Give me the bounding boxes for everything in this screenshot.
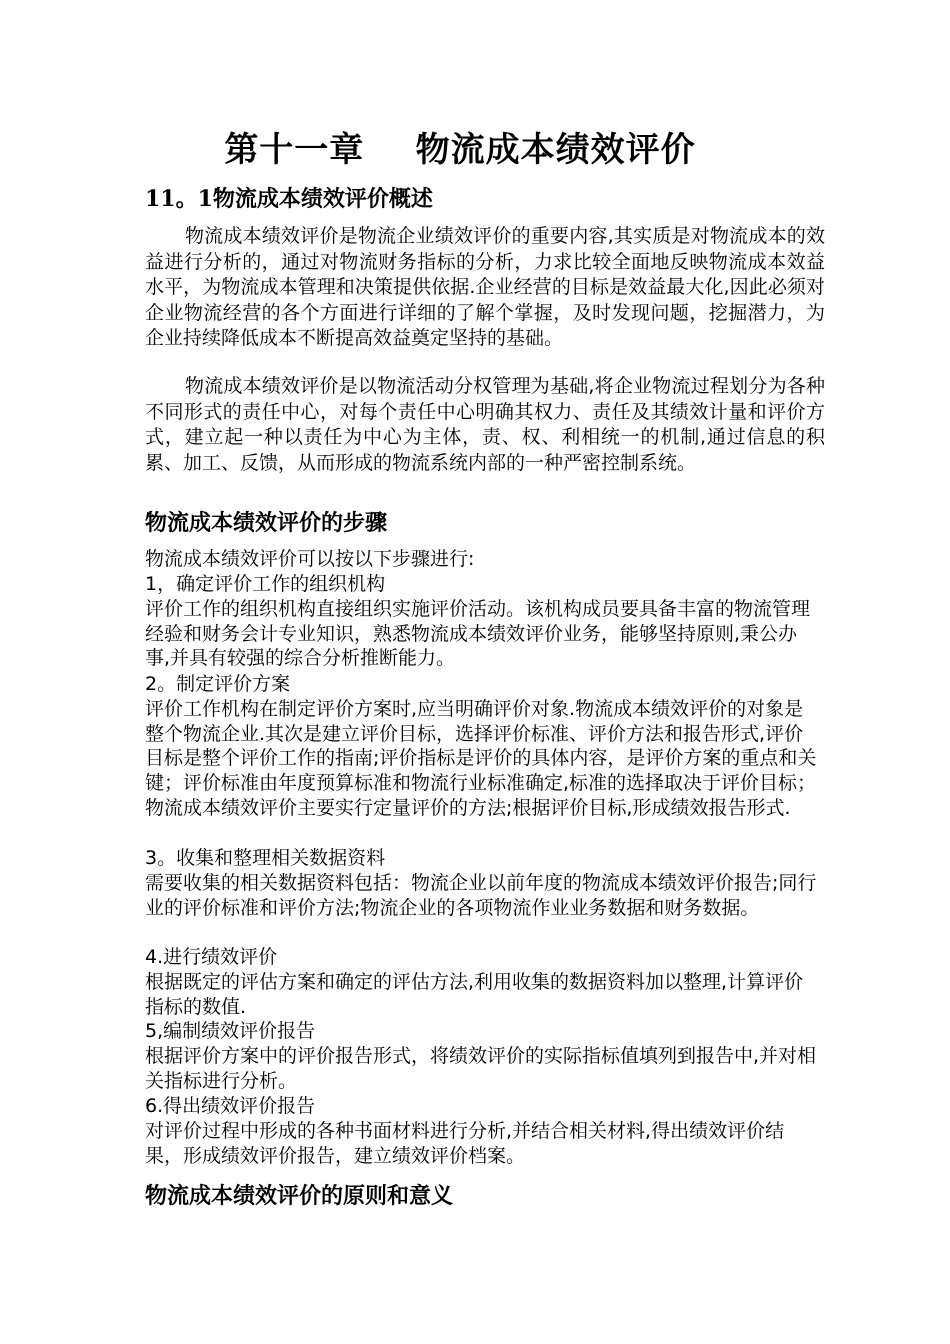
step-2-title: 2。制定评价方案 <box>145 673 291 695</box>
step-4-body: 根据既定的评估方案和确定的评估方法,利用收集的数据资料加以整理,计算评价指标的数值. <box>145 971 804 1018</box>
section-3-heading: 物流成本绩效评价的原则和意义 <box>145 1183 454 1209</box>
step-2-body: 评价工作机构在制定评价方案时,应当明确评价对象.物流成本绩效评价的对象是整个物流企业.其次是建立评价目标，选择评价标准、评价方法和报告形式,评价目标是整个评价工作的指南;评价指标是评价的具体内容，是评价方案的重点和关键；评价标准由年度预算标准和物流行业标准确定,标准的选择取决于评价目标；物流成本绩效评价主要实行定量评价的方法;根据评价目标,形成绩效报告形式. <box>145 698 817 819</box>
section-2-intro: 物流成本绩效评价可以按以下步骤进行: <box>145 548 475 570</box>
step-6-title: 6.得出绩效评价报告 <box>145 1095 316 1117</box>
step-4-title: 4.进行绩效评价 <box>145 946 278 968</box>
section-2-heading: 物流成本绩效评价的步骤 <box>145 510 388 536</box>
section-1-heading: 11。1物流成本绩效评价概述 <box>145 186 433 212</box>
step-5-body: 根据评价方案中的评价报告形式，将绩效评价的实际指标值填列到报告中,并对相关指标进行分析。 <box>145 1045 817 1092</box>
chapter-title: 第十一章 物流成本绩效评价 <box>224 130 696 170</box>
section-1-paragraph-2: 物流成本绩效评价是以物流活动分权管理为基础,将企业物流过程划分为各种不同形式的责任中心，对每个责任中心明确其权力、责任及其绩效计量和评价方式，建立起一种以责任为中心为主体，责、权、利相统一的机制,通过信息的积累、加工、反馈，从而形成的物流系统内部的一种严密控制系统。 <box>145 375 825 474</box>
step-3-body: 需要收集的相关数据资料包括：物流企业以前年度的物流成本绩效评价报告;同行业的评价标准和评价方法;物流企业的各项物流作业业务数据和财务数据。 <box>145 872 817 919</box>
step-1-title: 1，确定评价工作的组织机构 <box>145 573 386 595</box>
section-1-paragraph-1: 物流成本绩效评价是物流企业绩效评价的重要内容,其实质是对物流成本的效益进行分析的，通过对物流财务指标的分析，力求比较全面地反映物流成本效益水平，为物流成本管理和决策提供依据.企业经营的目标是效益最大化,因此必须对企业物流经营的各个方面进行详细的了解个掌握，及时发现问题，挖掘潜力，为企业持续降低成本不断提高效益奠定坚持的基础。 <box>145 225 825 349</box>
step-5-title: 5,编制绩效评价报告 <box>145 1020 316 1042</box>
step-1-body: 评价工作的组织机构直接组织实施评价活动。该机构成员要具备丰富的物流管理经验和财务会计专业知识，熟悉物流成本绩效评价业务，能够坚持原则,秉公办事,并具有较强的综合分析推断能力。 <box>145 598 811 670</box>
step-6-body: 对评价过程中形成的各种书面材料进行分析,并结合相关材料,得出绩效评价结果，形成绩效评价报告，建立绩效评价档案。 <box>145 1120 785 1167</box>
step-3-title: 3。收集和整理相关数据资料 <box>145 847 386 869</box>
